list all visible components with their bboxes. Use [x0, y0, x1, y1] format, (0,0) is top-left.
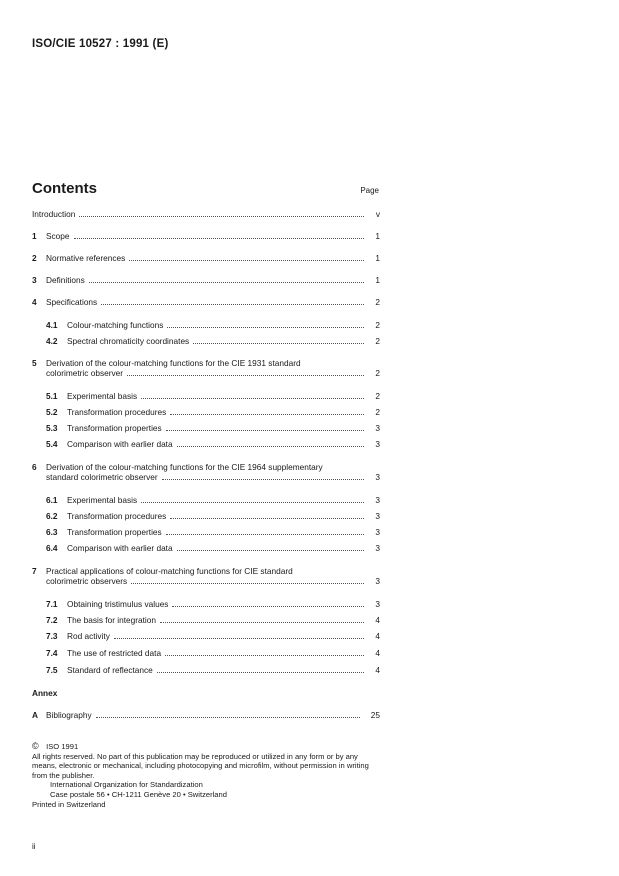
printed-in: Printed in Switzerland	[32, 799, 106, 809]
toc-entry-5-4[interactable]	[32, 439, 380, 449]
toc-entry-number: 7.4	[46, 648, 58, 658]
toc-entry-1[interactable]	[32, 231, 380, 241]
toc-entry-page: 3	[375, 543, 380, 553]
dot-leader	[166, 429, 364, 431]
toc-entry-line	[32, 576, 380, 586]
dot-leader	[141, 397, 364, 399]
contents-title: Contents	[32, 180, 97, 197]
toc-entry-4[interactable]	[32, 297, 380, 307]
toc-entry-page: 4	[375, 615, 380, 625]
toc-entry-5-3[interactable]	[32, 423, 380, 433]
toc-entry-4-1[interactable]	[32, 320, 380, 330]
toc-entry-7-1[interactable]	[32, 599, 380, 609]
dot-leader	[101, 303, 364, 305]
dot-leader	[172, 605, 364, 607]
toc-entry-7-5[interactable]	[32, 665, 380, 675]
toc-entry-page: 3	[375, 511, 380, 521]
toc-entry-page: 2	[375, 368, 380, 378]
copyright-block	[32, 742, 382, 809]
toc-entry-text: Comparison with earlier data	[67, 439, 173, 449]
dot-leader	[114, 637, 364, 639]
toc-entry-6-1[interactable]	[32, 495, 380, 505]
toc-entry-text: Scope	[46, 231, 70, 241]
toc-entry-text: standard colorimetric observer	[46, 472, 158, 482]
toc-entry-text: Bibliography	[46, 710, 92, 720]
toc-entry-text: Derivation of the colour-matching functions for the CIE 1964 supplementary	[46, 462, 323, 472]
toc-entry-number: 4.2	[46, 336, 58, 346]
toc-entry-number: 2	[32, 253, 37, 263]
toc-entry-6-3[interactable]	[32, 527, 380, 537]
toc-entry-number: 7.1	[46, 599, 58, 609]
dot-leader	[131, 582, 364, 584]
toc-entry-page: 3	[375, 495, 380, 505]
toc-entry-number: 5.2	[46, 407, 58, 417]
document-id: ISO/CIE 10527 : 1991 (E)	[32, 38, 169, 50]
toc-entry-number: 4	[32, 297, 37, 307]
dot-leader	[160, 621, 364, 623]
toc-entry-text: Experimental basis	[67, 391, 138, 401]
toc-entry-6-2[interactable]	[32, 511, 380, 521]
toc-entry-text: Experimental basis	[67, 495, 138, 505]
rights-statement: All rights reserved. No part of this publication may be reproduced or utilized in any form or by any means, electronic or mechanical, including photocopying and microfilm, without permission in writing from the publisher.	[32, 751, 369, 780]
toc-entry-2[interactable]	[32, 253, 380, 263]
toc-entry-page: v	[375, 209, 380, 219]
dot-leader	[170, 517, 364, 519]
toc-entry-5[interactable]	[32, 358, 380, 378]
toc-entry-annex-a[interactable]	[32, 710, 380, 720]
dot-leader	[177, 445, 364, 447]
toc-entry-5-2[interactable]	[32, 407, 380, 417]
dot-leader	[74, 237, 364, 239]
dot-leader	[129, 259, 364, 261]
dot-leader	[127, 374, 364, 376]
toc-entry-6[interactable]	[32, 462, 380, 482]
toc-entry-page: 2	[375, 407, 380, 417]
toc-entry-text: Spectral chromaticity coordinates	[67, 336, 190, 346]
dot-leader	[165, 654, 364, 656]
toc-entry-number: 5.1	[46, 391, 58, 401]
toc-entry-number: 6.2	[46, 511, 58, 521]
page-column-label: Page	[360, 186, 379, 195]
toc-entry-page: 3	[375, 576, 380, 586]
toc-entry-number: 5.4	[46, 439, 58, 449]
toc-entry-text: Normative references	[46, 253, 126, 263]
copyright-notice: ISO 1991	[46, 742, 79, 751]
toc-entry-text: Obtaining tristimulus values	[67, 599, 169, 609]
toc-entry-number: 5	[32, 358, 37, 368]
toc-entry-number: 1	[32, 231, 37, 241]
toc-entry-5-1[interactable]	[32, 391, 380, 401]
copyright-symbol: ©	[32, 741, 39, 751]
toc-entry-number: 4.1	[46, 320, 58, 330]
toc-entry-text: Introduction	[32, 209, 76, 219]
dot-leader	[141, 501, 364, 503]
copyright-line	[32, 742, 382, 752]
annex-heading: Annex	[32, 688, 58, 698]
toc-entry-number: 5.3	[46, 423, 58, 433]
dot-leader	[162, 478, 364, 480]
toc-entry-page: 2	[375, 297, 380, 307]
toc-entry-introduction[interactable]	[32, 209, 380, 219]
dot-leader	[167, 326, 364, 328]
toc-entry-number: 6.4	[46, 543, 58, 553]
dot-leader	[89, 281, 364, 283]
toc-entry-line	[32, 358, 380, 368]
toc-entry-text: Transformation procedures	[67, 511, 167, 521]
toc-entry-text: Rod activity	[67, 631, 110, 641]
toc-entry-line	[32, 462, 380, 472]
toc-entry-text: The basis for integration	[67, 615, 157, 625]
toc-entry-number: 6.3	[46, 527, 58, 537]
dot-leader	[193, 342, 364, 344]
publisher-address: Case postale 56 • CH-1211 Genève 20 • Switzerland	[50, 789, 227, 799]
toc-entry-page: 4	[375, 665, 380, 675]
toc-entry-number: 6.1	[46, 495, 58, 505]
toc-entry-text: Standard of reflectance	[67, 665, 153, 675]
toc-entry-page: 25	[370, 710, 380, 720]
toc-entry-page: 2	[375, 391, 380, 401]
toc-entry-page: 2	[375, 320, 380, 330]
toc-entry-text: Colour-matching functions	[67, 320, 164, 330]
toc-entry-text: Transformation procedures	[67, 407, 167, 417]
toc-entry-text: Transformation properties	[67, 423, 162, 433]
toc-entry-page: 3	[375, 439, 380, 449]
toc-entry-line	[32, 472, 380, 482]
toc-entry-page: 3	[375, 599, 380, 609]
toc-entry-text: colorimetric observer	[46, 368, 123, 378]
toc-entry-page: 4	[375, 648, 380, 658]
toc-entry-text: colorimetric observers	[46, 576, 128, 586]
toc-entry-page: 3	[375, 472, 380, 482]
toc-entry-number: 7.2	[46, 615, 58, 625]
toc-entry-number: 3	[32, 275, 37, 285]
toc-entry-line	[32, 368, 380, 378]
dot-leader	[177, 549, 364, 551]
toc-entry-text: Practical applications of colour-matching functions for CIE standard	[46, 566, 293, 576]
toc-entry-page: 1	[375, 231, 380, 241]
dot-leader	[166, 533, 364, 535]
toc-entry-page: 3	[375, 423, 380, 433]
toc-entry-6-4[interactable]	[32, 543, 380, 553]
toc-entry-number: 6	[32, 462, 37, 472]
toc-entry-number: 7	[32, 566, 37, 576]
toc-entry-7-2[interactable]	[32, 615, 380, 625]
toc-entry-page: 2	[375, 336, 380, 346]
toc-entry-text: The use of restricted data	[67, 648, 162, 658]
toc-entry-7-4[interactable]	[32, 648, 380, 658]
toc-entry-number: 7.3	[46, 631, 58, 641]
dot-leader	[157, 671, 364, 673]
dot-leader	[79, 215, 364, 217]
toc-entry-text: Transformation properties	[67, 527, 162, 537]
toc-entry-number: 7.5	[46, 665, 58, 675]
toc-entry-3[interactable]	[32, 275, 380, 285]
toc-entry-7[interactable]	[32, 566, 380, 586]
toc-entry-line	[32, 566, 380, 576]
dot-leader	[170, 413, 364, 415]
publisher-org: International Organization for Standardization	[50, 780, 203, 790]
toc-entry-text: Specifications	[46, 297, 98, 307]
page-number: ii	[32, 842, 36, 851]
toc-entry-text: Definitions	[46, 275, 85, 285]
toc-entry-number: A	[32, 710, 38, 720]
toc-entry-page: 1	[375, 275, 380, 285]
dot-leader	[96, 716, 360, 718]
toc-entry-7-3[interactable]	[32, 631, 380, 641]
toc-entry-page: 1	[375, 253, 380, 263]
toc-entry-text: Derivation of the colour-matching functions for the CIE 1931 standard	[46, 358, 301, 368]
toc-entry-4-2[interactable]	[32, 336, 380, 346]
toc-entry-page: 4	[375, 631, 380, 641]
toc-entry-page: 3	[375, 527, 380, 537]
toc-entry-text: Comparison with earlier data	[67, 543, 173, 553]
